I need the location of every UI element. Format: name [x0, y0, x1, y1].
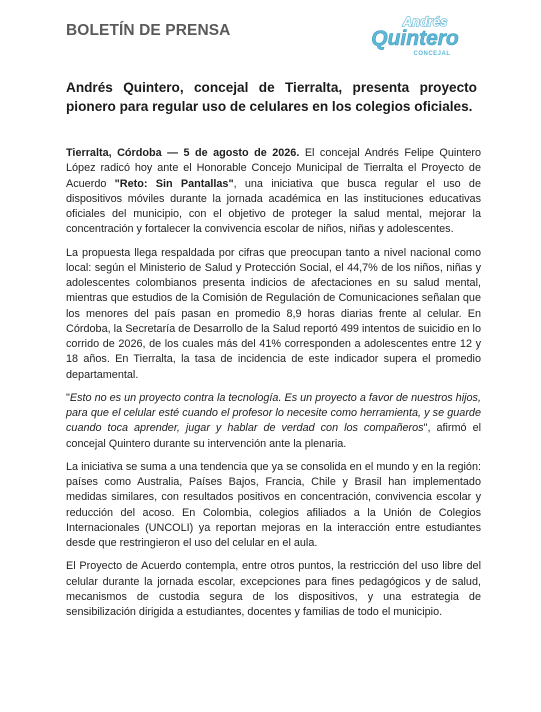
- press-body: [66, 146, 481, 628]
- paragraph-statistics: La propuesta llega respaldada por cifras que preocupan tanto a nivel nacional como local: según el Ministerio de Salud y Protección Social, el 44,7% de los niños, niñas y adolescentes colombianos presenta indicios de afectaciones en su salud mental, mientras que estudios de la Comisión de Regulación de Comunicaciones señalan que los menores del país pasan en promedio 8,9 horas diarias frente al celular. En Córdoba, la Secretaría de Desarrollo de la Salud reportó 499 intentos de suicidio en lo corrido de 2026, de los cuales más del 41% corresponden a adolescentes entre 12 y 18 años. En Tierralta, la tasa de incidencia de este indicador supera el promedio departamental.: [66, 246, 481, 381]
- quote-close-mark: ": [423, 422, 428, 435]
- intro-text-b: , una iniciativa que busca regular el uso de dispositivos móviles durante la jornada académica en las instituciones educativas oficiales del municipio, con el objetivo de proteger la salud mental, mejorar la concentración y fortalecer la convivencia escolar de niños, niñas y adolescentes.: [66, 177, 481, 236]
- paragraph-project-contents: El Proyecto de Acuerdo contempla, entre otros puntos, la restricción del uso libre del celular durante la jornada escolar, excepciones para fines pedagógicos y de salud, mecanismos de custodia segura de los dispositivos, y una estrategia de sensibilización dirigida a estudiantes, docentes y familias de todo el municipio.: [66, 560, 481, 618]
- logo-line3: CONCEJAL: [413, 51, 451, 57]
- intro-text-a: El concejal Andrés Felipe Quintero López radicó hoy ante el Honorable Concejo Municipal de Tierralta el Proyecto de Acuerdo: [66, 147, 482, 190]
- document-header-title: BOLETÍN DE PRENSA: [66, 22, 231, 39]
- logo-graphic: [370, 12, 465, 57]
- paragraph-intro: [66, 146, 481, 238]
- quote-open-mark: ": [66, 391, 70, 404]
- andres-quintero-logo: [370, 12, 465, 57]
- logo-line1: Andrés: [402, 14, 448, 29]
- project-name: "Reto: Sin Pantallas": [114, 177, 234, 190]
- logo-line2: Quintero: [371, 27, 459, 50]
- quote-text: Esto no es un proyecto contra la tecnología. Es un proyecto a favor de nuestros hijos, para que el celular esté cuando el profesor lo necesite como herramienta, y se guarde cuando toca aprender, jugar y hablar de verdad con los compañeros: [66, 391, 481, 435]
- paragraph-quote: [66, 391, 481, 452]
- quote-attribution: , afirmó el concejal Quintero durante su intervención ante la plenaria.: [66, 422, 482, 450]
- dateline: Tierralta, Córdoba — 5 de agosto de 2026.: [66, 147, 300, 159]
- paragraph-international-context: La iniciativa se suma a una tendencia que ya se consolida en el mundo y en la región: países como Australia, Países Bajos, Francia, Chile y Brasil han implementado medidas similares, con resultados positivos en concentración, convivencia escolar y reducción del acoso. En Colombia, colegios afiliados a la Unión de Colegios Internacionales (UNCOLI) ya reportan mejoras en la interacción entre estudiantes desde que restringieron el uso del celular en el aula.: [66, 460, 481, 549]
- press-headline: Andrés Quintero, concejal de Tierralta, presenta proyecto pionero para regular uso de celulares en los colegios oficiales.: [66, 80, 477, 114]
